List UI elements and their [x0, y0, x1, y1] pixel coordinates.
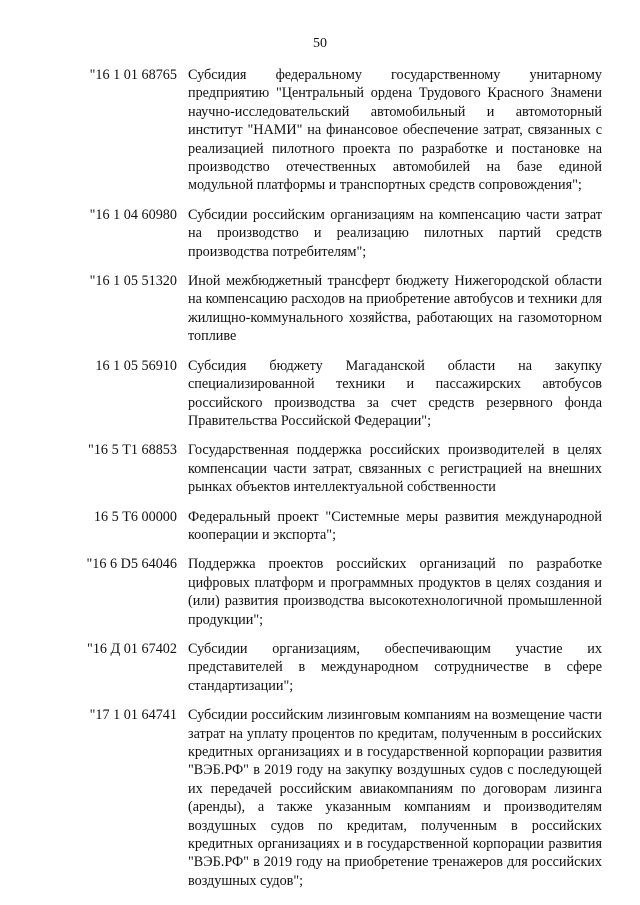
classification-code: "16 5 Т1 68853: [88, 442, 177, 459]
classification-code: "16 6 D5 64046: [86, 556, 177, 573]
code-entry: [60, 441, 602, 496]
page-number: 50: [313, 36, 327, 51]
classification-code: "17 1 01 64741: [89, 707, 177, 724]
classification-code: "16 1 05 51320: [89, 273, 177, 290]
code-description: Субсидия бюджету Магаданской области на закупку специализированной техники и пассажирских автобусов российского производства за счет средств резервного фонда Правительства Российской Федерации";: [188, 357, 602, 429]
code-entry: [60, 706, 602, 890]
code-entry: [60, 357, 602, 431]
code-entry: [60, 508, 602, 545]
code-description: Федеральный проект "Системные меры развития международной кооперации и экспорта";: [188, 508, 602, 543]
code-description: Субсидии российским лизинговым компаниям на возмещение части затрат на уплату процентов по кредитам, полученным в российских кредитных организациях и в государственной корпорации развития "ВЭБ.РФ" в 2019 году на закупку воздушных судов с последующей их передачей российским авиакомпаниям по договорам лизинга (аренды), а также указанным компаниям и производителям воздушных судов по кредитам, полученным в российских кредитных организациях и в государственной корпорации развития "ВЭБ.РФ" в 2019 году на приобретение тренажеров для российских воздушных судов";: [188, 707, 602, 889]
code-description: Субсидии организациям, обеспечивающим участие их представителей в международном сотрудничестве в сфере стандартизации";: [188, 640, 602, 694]
code-description: Поддержка проектов российских организаций по разработке цифровых платформ и программных продуктов в целях создания и (или) развития производства высокотехнологичной промышленной продукции";: [188, 556, 602, 628]
classification-code: 16 1 05 56910: [95, 357, 177, 374]
code-entry: [60, 66, 602, 195]
code-entry: [60, 272, 602, 346]
code-description: Субсидии российским организациям на компенсацию части затрат на производство и реализацию пилотных партий средств производства потребителям";: [188, 206, 602, 260]
code-description: Субсидия федеральному государственному унитарному предприятию "Центральный ордена Трудового Красного Знамени научно-исследовательский автомобильный и автомоторный институт "НАМИ" на финансовое обеспечение затрат, связанных с реализацией пилотного проекта по разработке и постановке на производство отечественных автомобилей на базе единой модульной платформы и транспортных средств сопровождения";: [188, 67, 602, 194]
classification-code: "16 Д 01 67402: [87, 640, 177, 657]
code-description: Государственная поддержка российских производителей в целях компенсации части затрат, связанных с регистрацией на внешних рынках объектов интеллектуальной собственности: [188, 442, 602, 496]
classification-code: "16 1 01 68765: [89, 67, 177, 83]
code-entry: [60, 640, 602, 695]
code-entry: [60, 555, 602, 629]
code-entry: [60, 206, 602, 261]
code-entries-list: [60, 66, 602, 901]
code-description: Иной межбюджетный трансферт бюджету Нижегородской области на компенсацию расходов на приобретение автобусов и техники для жилищно-коммунального хозяйства, работающих на газомоторном топливе: [188, 273, 602, 345]
classification-code: 16 5 Т6 00000: [93, 508, 177, 525]
classification-code: "16 1 04 60980: [89, 206, 177, 223]
